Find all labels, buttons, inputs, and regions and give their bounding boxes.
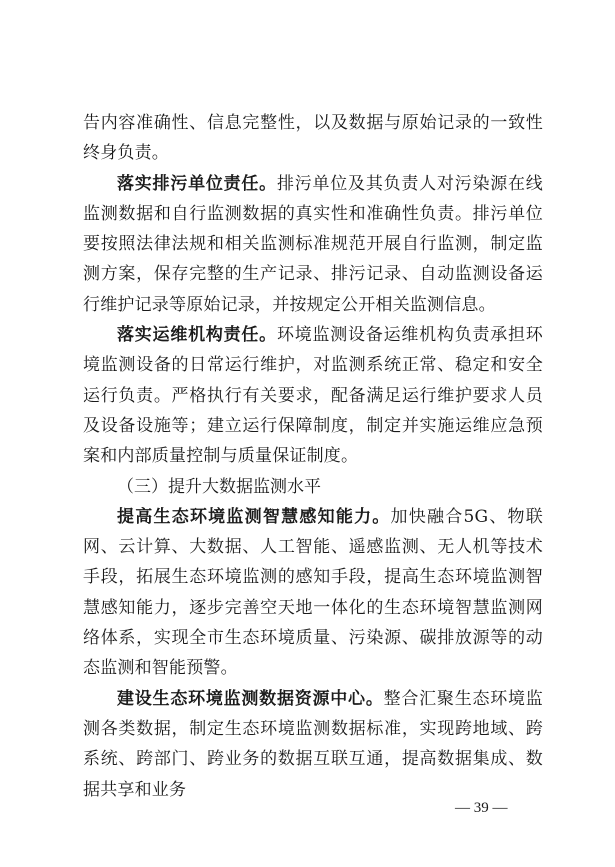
paragraph-text: 环境监测设备运维机构负责承担环境监测设备的日常运行维护，对监测系统正常、稳定和安全运行负责。严格执行有关要求，配备满足运行维护要求人员及设备设施等；建立运行保障制度，制定并实施运维应急预案和内部质量控制与质量保证制度。 xyxy=(83,325,543,467)
paragraph-text: 整合汇聚生态环境监测各类数据，制定生态环境监测数据标准，实现跨地域、跨系统、跨部门、跨业务的数据互联互通，提高数据集成、数据共享和业务 xyxy=(83,688,543,800)
paragraph-lead-heading: 建设生态环境监测数据资源中心。 xyxy=(117,688,384,709)
paragraph-text: 排污单位及其负责人对污染源在线监测数据和自行监测数据的真实性和准确性负责。排污单位要按照法律法规和相关监测标准规范开展自行监测，制定监测方案，保存完整的生产记录、排污记录、自动监测设备运行维护记录等原始记录，并按规定公开相关监测信息。 xyxy=(83,173,543,315)
paragraph-smart-sensing xyxy=(83,502,543,684)
document-body xyxy=(83,108,543,805)
page-number: — 39 — xyxy=(455,800,508,816)
paragraph-lead-heading: 落实排污单位责任。 xyxy=(117,173,277,194)
paragraph-continued xyxy=(83,108,543,169)
paragraph-operator-responsibility xyxy=(83,320,543,471)
paragraph-data-center xyxy=(83,684,543,805)
paragraph-lead-heading: 落实运维机构责任。 xyxy=(117,325,277,346)
paragraph-lead-heading: 提高生态环境监测智慧感知能力。 xyxy=(117,506,391,527)
paragraph-polluter-responsibility xyxy=(83,169,543,320)
paragraph-text: 加快融合5G、物联网、云计算、大数据、人工智能、遥感监测、无人机等技术手段，拓展生态环境监测的感知手段，提高生态环境监测智慧感知能力，逐步完善空天地一体化的生态环境智慧监测网络体系，实现全市生态环境质量、污染源、碳排放源等的动态监测和智能预警。 xyxy=(83,506,543,679)
section-heading: （三）提升大数据监测水平 xyxy=(117,476,321,497)
paragraph-text: 告内容准确性、信息完整性，以及数据与原始记录的一致性终身负责。 xyxy=(83,113,543,164)
